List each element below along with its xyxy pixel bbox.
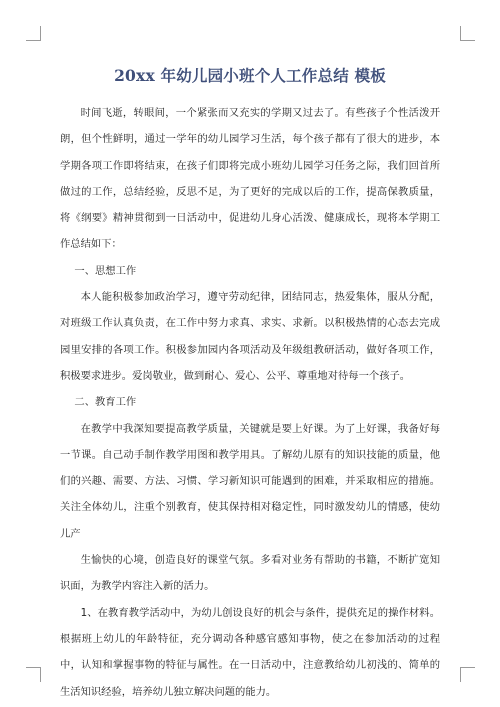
education-item-1-paragraph: 1、在教育教学活动中，为幼儿创设良好的机会与条件，提供充足的操作材料。根据班上幼儿的年龄特征，充分调动各种感官感知事物，使之在参加活动的过程中，认知和掌握事物的特征与属性。在一日活动中，注意教给幼儿初浅的、简单的生活知识经验，培养幼儿独立解决问题的能力。 xyxy=(60,606,440,698)
document-title: 20xx 年幼儿园小班个人工作总结 模板 xyxy=(114,66,386,85)
crop-mark-top-left xyxy=(26,26,41,41)
intro-paragraph: 时间飞逝，转眼间，一个紧张而又充实的学期又过去了。有些孩子个性活泼开朗，但个性鲜明，通过一学年的幼儿园学习生活，每个孩子都有了很大的进步，本学期各项工作即将结束，在孩子们即将完成小班幼儿园学习任务之际，我们回首所做过的工作，总结经验，反思不足，为了更好的完成以后的工作，提高保教质量，将《纲要》精神贯彻到一日活动中，促进幼儿身心活泼、健康成长，现将本学期工作总结如下： xyxy=(60,107,440,251)
education-paragraph-continued: 生愉快的心境，创造良好的课堂气氛。多看对业务有帮助的书籍，不断扩宽知识面，为教学内容注入新的活力。 xyxy=(60,554,440,593)
section-heading-education: 二、教育工作 xyxy=(74,396,137,409)
crop-mark-top-right xyxy=(460,26,475,41)
education-paragraph: 在教学中我深知要提高教学质量，关键就是要上好课。为了上好课，我备好每一节课。自己动手制作教学用图和教学用具。了解幼儿原有的知识技能的质量，他们的兴趣、需要、方法、习惯、学习新知识可能遇到的困难，并采取相应的措施。关注全体幼儿，注重个别教育，使其保持相对稳定性，同时激发幼儿的情感，使幼儿产 xyxy=(60,422,440,540)
section-heading-ideology: 一、思想工作 xyxy=(74,264,137,277)
ideology-paragraph: 本人能积极参加政治学习，遵守劳动纪律，团结同志，热爱集体，服从分配，对班级工作认真负责，在工作中努力求真、求实、求新。以积极热情的心态去完成园里安排的各项工作。积极参加园内各项活动及年级组教研活动，做好各项工作，积极要求进步。爱岗敬业，做到耐心、爱心、公平、尊重地对待每一个孩子。 xyxy=(60,291,440,382)
crop-mark-bottom-right xyxy=(460,667,475,682)
crop-mark-bottom-left xyxy=(26,667,41,682)
document-body xyxy=(60,100,440,705)
